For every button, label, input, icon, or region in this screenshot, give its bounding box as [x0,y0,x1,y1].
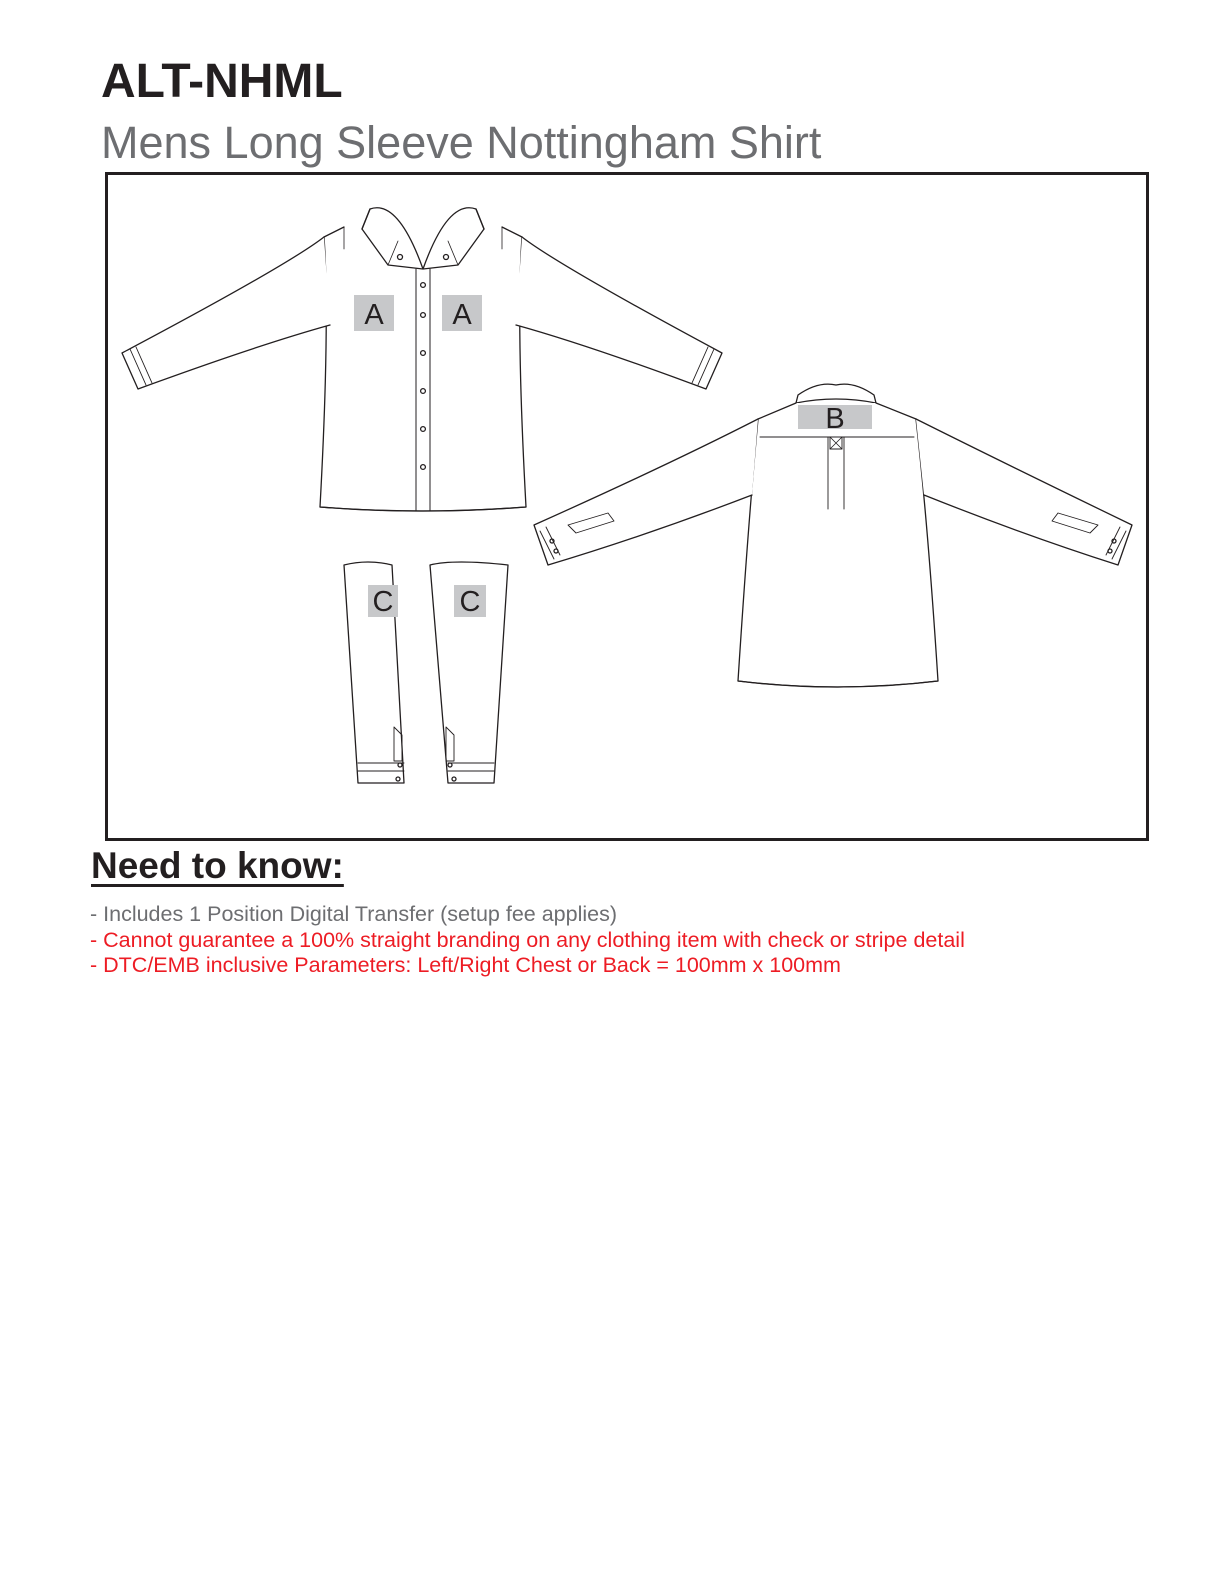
notes-list [90,902,965,979]
shirt-technical-drawing [108,175,1146,838]
garment-diagram-frame [105,172,1149,841]
notes-heading: Need to know: [91,845,344,886]
product-code: ALT-NHML [101,55,343,108]
note-item-parameters: - DTC/EMB inclusive Parameters: Left/Right Chest or Back = 100mm x 100mm [90,953,841,977]
sleeve-views [344,562,508,783]
product-name: Mens Long Sleeve Nottingham Shirt [101,117,822,168]
zone-label-c-right: C [459,586,481,618]
note-item-straight-branding: - Cannot guarantee a 100% straight branding on any clothing item with check or stripe detail [90,927,965,952]
zone-label-c-left: C [372,586,394,618]
zone-label-a-left: A [364,299,384,331]
front-view [122,208,722,511]
zone-label-b: B [825,403,845,435]
zone-label-a-right: A [452,299,472,331]
note-item-setup-fee: - Includes 1 Position Digital Transfer (setup fee applies) [90,902,618,926]
